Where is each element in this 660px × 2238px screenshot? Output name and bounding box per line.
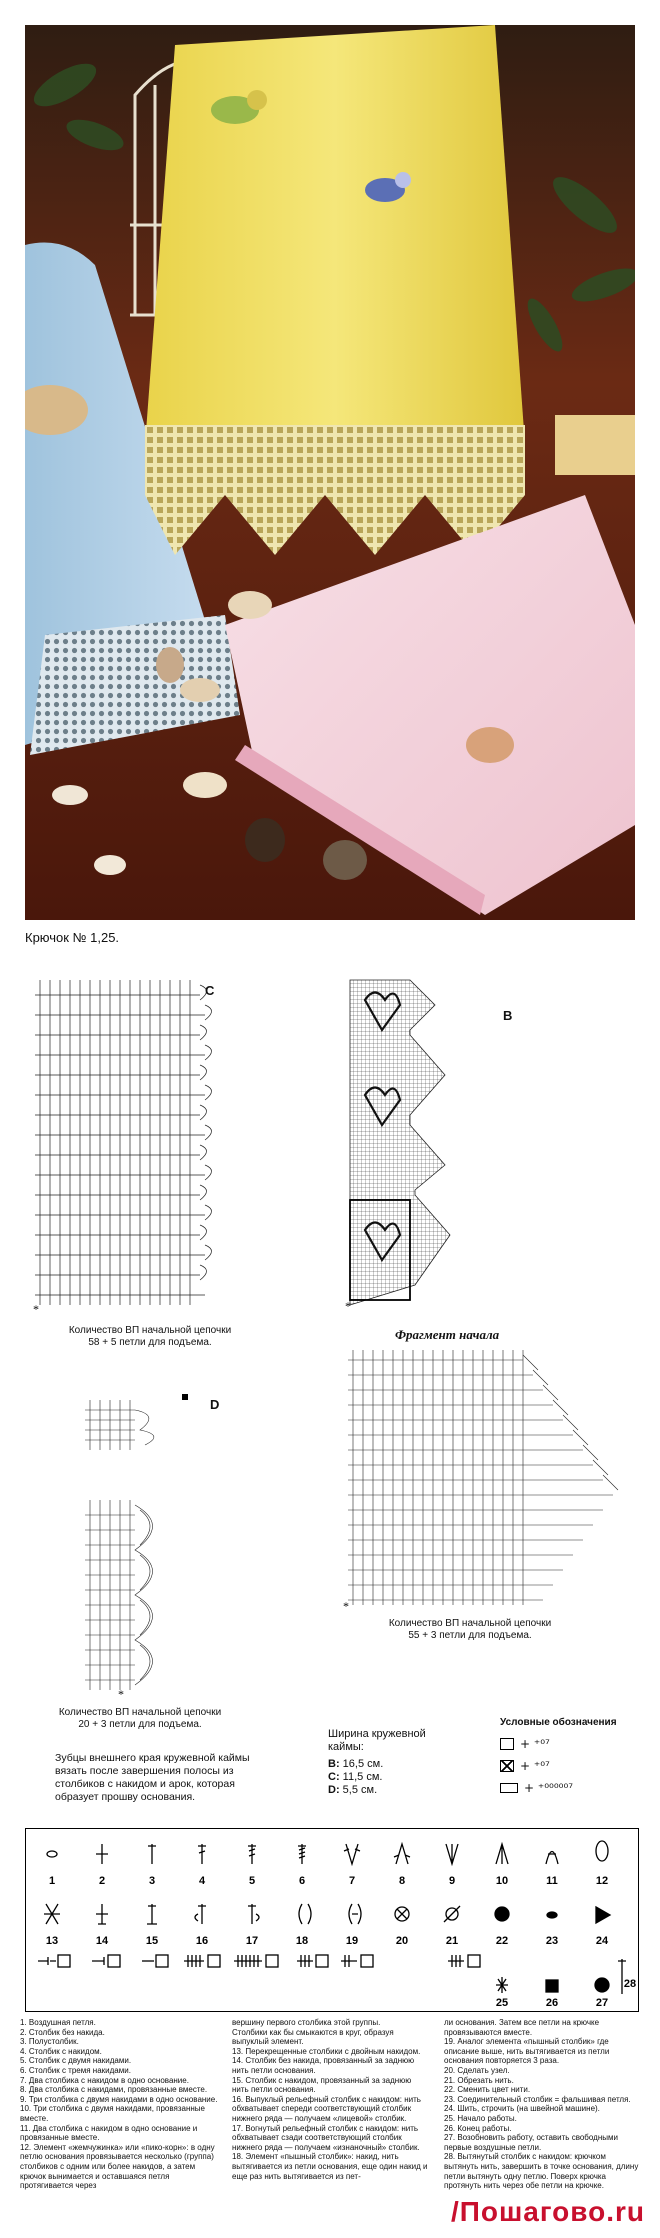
fragment-note (365, 1618, 575, 1642)
legend-num-3: 3 (148, 1875, 156, 1887)
legend-num-2: 2 (98, 1875, 106, 1887)
hook-size-caption: Крючок № 1,25. (25, 930, 120, 945)
legend-num-11: 11 (546, 1875, 558, 1887)
note-item: 11. Два столбика с накидом в одно основание и провязанные вместе. (20, 2123, 198, 2143)
symbol-legend (25, 1828, 639, 2012)
note-item: 25. Начало работы. (444, 2113, 517, 2123)
conv-row1-text: + ⁺⁰⁷ (520, 1737, 550, 1751)
diagram-d-note-line1: Количество ВП начальной цепочки (58, 1707, 222, 1718)
start-marker-d: * (118, 1687, 124, 1700)
note-item: 19. Аналог элемента «пышный столбик» где описание выше, нить вытягивается из петли основания повторяется 3 раза. (444, 2037, 610, 2066)
legend-num-10: 10 (495, 1875, 509, 1887)
crossed-cell-icon (500, 1760, 514, 1772)
legend-num-6: 6 (298, 1875, 306, 1887)
note-item: Столбики как бы смыкаются в круг, образуя выпуклый элемент. (232, 2027, 394, 2047)
diagram-c (30, 975, 235, 1320)
legend-num-9: 9 (448, 1875, 456, 1887)
note-item: 22. Сменить цвет нити. (444, 2085, 531, 2095)
fragment-title: Фрагмент начала (395, 1327, 500, 1342)
legend-num-21: 21 (445, 1935, 459, 1947)
note-item: 26. Конец работы. (444, 2123, 512, 2133)
legend-num-17: 17 (245, 1935, 259, 1947)
width-block (328, 1728, 458, 1797)
note-item: 28. Вытянутый столбик с накидом: крючком вытянуть нить, завершить в точке основания, длину петли вытянуть одну петлю. Поверх крючка протянуть нить через обе петли на крючке. (444, 2152, 639, 2191)
width-d-label: D: (328, 1784, 340, 1796)
edge-instructions: Зубцы внешнего края кружевной каймы вязать после завершения полосы из столбиков с накидом и арок, которая образует прошву основания. (55, 1752, 250, 1803)
note-item: 14. Столбик без накида, провязанный за заднюю нить петли основания. (232, 2056, 415, 2075)
legend-num-27: 27 (595, 1997, 609, 2009)
width-d-value: 5,5 см. (342, 1784, 378, 1796)
site-watermark: /Пошагово.ru (450, 2196, 645, 2227)
diagram-c-note (55, 1325, 245, 1349)
start-marker-frag: * (343, 1599, 349, 1613)
legend-num-22: 22 (495, 1935, 509, 1947)
notes-col-3 (444, 2018, 642, 2191)
legend-num-5: 5 (248, 1875, 256, 1887)
legend-num-16: 16 (195, 1935, 209, 1947)
diagram-c-label: C (205, 983, 215, 998)
note-item: ли основания. Затем все петли на крючке провязываются вместе. (444, 2018, 600, 2037)
diagram-c-chart (30, 975, 235, 1320)
diagram-d-note (45, 1707, 235, 1731)
width-title: Ширина кружевной каймы: (328, 1728, 426, 1753)
legend-num-7: 7 (348, 1875, 356, 1887)
note-item: 3. Полустолбик. (20, 2037, 79, 2047)
note-item: 8. Два столбика с накидами, провязанные вместе. (20, 2085, 208, 2095)
note-item: 24. Шить, строчить (на швейной машине). (444, 2104, 600, 2114)
diagram-d (80, 1390, 200, 1700)
note-item: 20. Сделать узел. (444, 2065, 510, 2075)
conventions-block (500, 1716, 640, 1795)
legend-num-18: 18 (295, 1935, 309, 1947)
width-c-value: 11,5 см. (342, 1771, 383, 1783)
towels-photo-illustration (25, 25, 635, 920)
legend-num-4: 4 (198, 1875, 206, 1887)
note-item: 27. Возобновить работу, оставить свободными первые воздушные петли. (444, 2133, 618, 2152)
fragment-chart (343, 1345, 628, 1615)
legend-num-28: 28 (623, 1978, 637, 1990)
note-item: 13. Перекрещенные столбики с двойным накидом. (232, 2046, 421, 2056)
note-item: 9. Три столбика с двумя накидами в одно основание. (20, 2094, 218, 2104)
legend-num-8: 8 (398, 1875, 406, 1887)
legend-num-13: 13 (45, 1935, 59, 1947)
start-marker-b: * (345, 1299, 351, 1313)
fragment-diagram (343, 1345, 628, 1615)
legend-num-15: 15 (145, 1935, 159, 1947)
width-c-label: C: (328, 1771, 340, 1783)
note-item: 1. Воздушная петля. (20, 2018, 96, 2027)
wide-cell-icon (500, 1783, 518, 1793)
legend-num-24: 24 (595, 1935, 609, 1947)
diagram-b-label: B (503, 1008, 513, 1023)
note-item: 6. Столбик с тремя накидами. (20, 2065, 131, 2075)
width-b-value: 16,5 см. (342, 1758, 384, 1770)
legend-num-26: 26 (545, 1997, 559, 2009)
legend-num-20: 20 (395, 1935, 409, 1947)
diagram-c-note-line2: 58 + 5 петли для подъема. (88, 1337, 212, 1348)
towels-photo (25, 25, 635, 920)
empty-cell-icon (500, 1738, 514, 1750)
notes-col-2 (232, 2018, 430, 2181)
note-item: 7. Два столбика с накидом в одно основание. (20, 2075, 189, 2085)
notes-col-1 (20, 2018, 218, 2191)
diagram-d-label: D (210, 1397, 220, 1412)
note-item: 15. Столбик с накидом, провязанный за заднюю нить петли основания. (232, 2075, 412, 2095)
fragment-note-line2: 55 + 3 петли для подъема. (408, 1630, 532, 1641)
note-item: 18. Элемент «пышный столбик»: накид, нить вытягивается из петли основания, еще один накид и еще раз нить вытягивается из пет- (232, 2152, 428, 2181)
legend-num-23: 23 (545, 1935, 559, 1947)
note-item: 5. Столбик с двумя накидами. (20, 2056, 132, 2066)
note-item: 4. Столбик с накидом. (20, 2046, 102, 2056)
fragment-note-line1: Количество ВП начальной цепочки (388, 1618, 552, 1629)
note-item: 16. Выпуклый рельефный столбик с накидом: нить обхватывает спереди соответствующий столбик нижнего ряда — получаем «лицевой» столбик. (232, 2094, 421, 2123)
note-item: 2. Столбик без накида. (20, 2027, 105, 2037)
legend-num-14: 14 (95, 1935, 109, 1947)
note-item: вершину первого столбика этой группы. (232, 2018, 381, 2027)
note-item: 17. Вогнутый рельефный столбик с накидом: нить обхватывает сзади соответствующий столбик нижнего ряда — получаем «изнаночный» столбик. (232, 2123, 420, 2152)
width-b-label: B: (328, 1758, 340, 1770)
diagram-d-note-line2: 20 + 3 петли для подъема. (78, 1719, 202, 1730)
legend-num-19: 19 (345, 1935, 359, 1947)
conventions-title: Условные обозначения (500, 1717, 617, 1728)
legend-symbols (26, 1829, 638, 2011)
note-item: 23. Соединительный столбик = фальшивая петля. (444, 2094, 631, 2104)
conv-row2-text: + ⁺⁰⁷ (520, 1759, 550, 1773)
note-item: 12. Элемент «жемчужинка» или «пико-корн»: в одну петлю основания провязывается несколько (группа) столбиков с одним или более накидов, а затем крючок вынимается и оставшаяся петля протягивается через (20, 2142, 215, 2191)
legend-num-12: 12 (595, 1875, 609, 1887)
diagram-b (345, 975, 495, 1315)
conv-row3-text: + ⁺⁰⁰⁰⁰⁰⁷ (524, 1781, 574, 1795)
note-item: 21. Обрезать нить. (444, 2075, 514, 2085)
note-item: 10. Три столбика с двумя накидами, провязанные вместе. (20, 2104, 206, 2123)
legend-num-1: 1 (48, 1875, 56, 1887)
legend-num-25: 25 (495, 1997, 509, 2009)
diagram-b-chart (345, 975, 495, 1315)
diagram-d-chart (80, 1390, 200, 1700)
diagram-c-note-line1: Количество ВП начальной цепочки (68, 1325, 232, 1336)
start-marker: * (33, 1302, 39, 1316)
